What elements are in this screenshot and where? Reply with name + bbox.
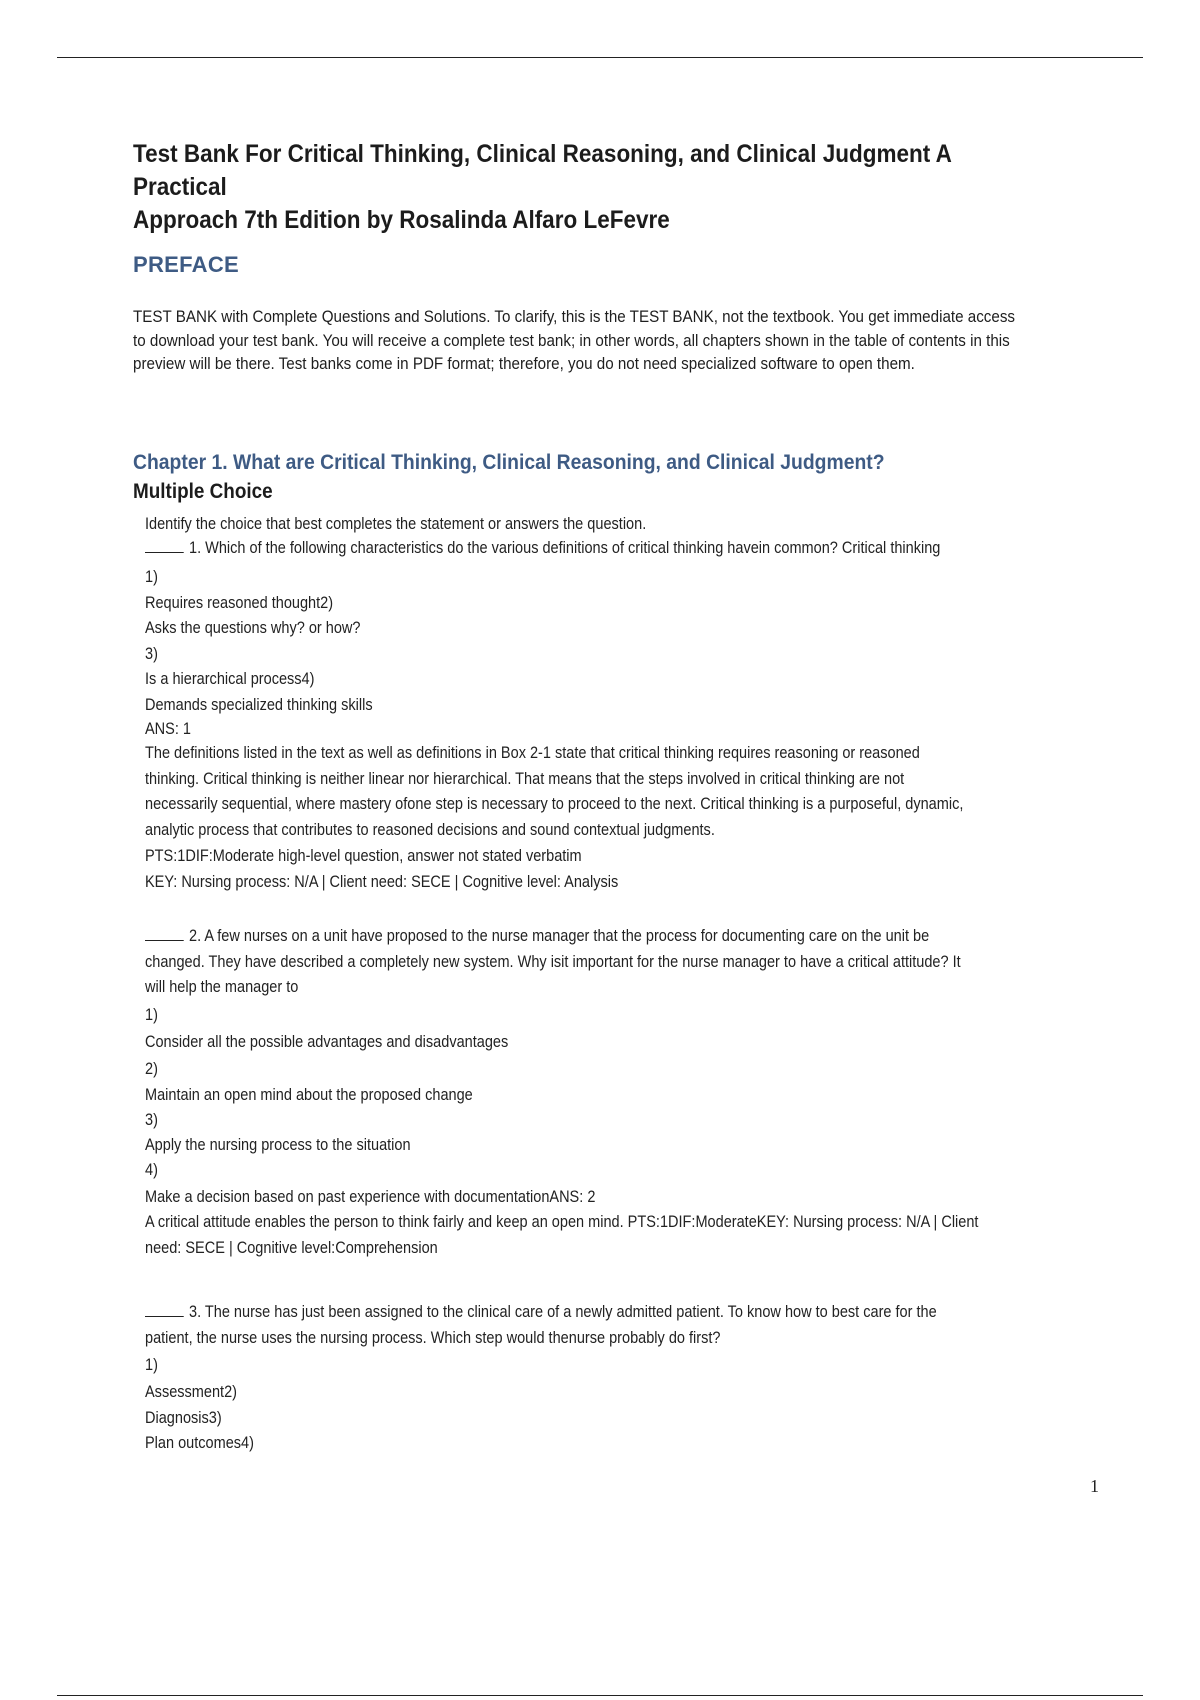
question-1-key: KEY: Nursing process: N/A | Client need: SECE | Cognitive level: Analysis bbox=[145, 873, 619, 891]
question-2-option-number: 3) bbox=[145, 1111, 158, 1129]
question-1-option: Is a hierarchical process4) bbox=[145, 670, 315, 688]
preface-paragraph bbox=[133, 306, 1099, 377]
question-3-option: Plan outcomes4) bbox=[145, 1434, 254, 1452]
question-1-option: Requires reasoned thought2) bbox=[145, 594, 334, 612]
question-3-option: Diagnosis3) bbox=[145, 1409, 222, 1427]
question-1-rationale: analytic process that contributes to reasoned decisions and sound contextual judgments. bbox=[145, 821, 715, 839]
question-2-stem bbox=[145, 924, 1078, 948]
question-1-rationale: The definitions listed in the text as well as definitions in Box 2-1 state that critical thinking requires reasoning or reasoned bbox=[145, 744, 920, 762]
document-title bbox=[133, 138, 1015, 237]
question-2-option-number: 1) bbox=[145, 1006, 158, 1024]
instruction-text: Identify the choice that best completes the statement or answers the question. bbox=[145, 515, 647, 533]
page-number: 1 bbox=[1090, 1476, 1099, 1496]
question-3-stem bbox=[145, 1300, 1078, 1324]
preface-line: to download your test bank. You will receive a complete test bank; in other words, all chapters shown in the table of contents in this bbox=[133, 331, 1010, 350]
question-stem-text: 2. A few nurses on a unit have proposed to the nurse manager that the process for documenting care on the unit be bbox=[189, 927, 930, 945]
question-1-points: PTS:1DIF:Moderate high-level question, answer not stated verbatim bbox=[145, 847, 582, 865]
title-line-2: Approach 7th Edition by Rosalinda Alfaro LeFevre bbox=[133, 206, 670, 234]
preface-heading: PREFACE bbox=[133, 252, 240, 277]
question-3-option: Assessment2) bbox=[145, 1383, 238, 1401]
question-2-rationale: A critical attitude enables the person to think fairly and keep an open mind. PTS:1DIF:ModerateKEY: Nursing process: N/A | Client bbox=[145, 1213, 979, 1231]
question-2-option: Maintain an open mind about the proposed change bbox=[145, 1086, 473, 1104]
answer-blank bbox=[145, 1302, 184, 1317]
answer-blank bbox=[145, 538, 184, 553]
question-1-answer: ANS: 1 bbox=[145, 720, 192, 738]
question-3-option-number: 1) bbox=[145, 1356, 158, 1374]
section-heading: Multiple Choice bbox=[133, 480, 273, 503]
question-2-option-number: 4) bbox=[145, 1161, 158, 1179]
question-2-option-number: 2) bbox=[145, 1060, 158, 1078]
question-stem-text: 1. Which of the following characteristics do the various definitions of critical thinking havein common? Critical thinking bbox=[189, 539, 941, 557]
answer-blank bbox=[145, 926, 184, 941]
preface-line: TEST BANK with Complete Questions and Solutions. To clarify, this is the TEST BANK, not the textbook. You get immediate access bbox=[133, 308, 1016, 326]
question-2-option: Make a decision based on past experience with documentationANS: 2 bbox=[145, 1188, 596, 1206]
question-1-rationale: thinking. Critical thinking is neither linear nor hierarchical. That means that the steps involved in critical thinking are not bbox=[145, 770, 905, 788]
question-2-option: Apply the nursing process to the situation bbox=[145, 1136, 411, 1154]
title-line-1: Test Bank For Critical Thinking, Clinical Reasoning, and Clinical Judgment A Practical bbox=[133, 140, 952, 201]
question-1-stem bbox=[145, 536, 1078, 560]
question-2-rationale: need: SECE | Cognitive level:Comprehension bbox=[145, 1239, 438, 1257]
question-2-option: Consider all the possible advantages and disadvantages bbox=[145, 1033, 509, 1051]
question-1-option: Demands specialized thinking skills bbox=[145, 696, 373, 714]
question-1-option-number: 1) bbox=[145, 568, 158, 586]
preface-line: preview will be there. Test banks come in PDF format; therefore, you do not need specialized software to open them. bbox=[133, 355, 915, 373]
question-1-option: Asks the questions why? or how? bbox=[145, 619, 361, 637]
question-1-rationale: necessarily sequential, where mastery ofone step is necessary to proceed to the next. Critical thinking is a purposeful, dynamic, bbox=[145, 795, 964, 813]
question-2-stem-line: will help the manager to bbox=[145, 978, 299, 996]
bottom-rule bbox=[57, 1695, 1143, 1696]
question-2-stem-line: changed. They have described a completely new system. Why isit important for the nurse manager to have a critical attitude? It bbox=[145, 953, 961, 971]
top-rule bbox=[57, 57, 1143, 58]
question-1-option-number: 3) bbox=[145, 645, 158, 663]
question-stem-text: 3. The nurse has just been assigned to the clinical care of a newly admitted patient. To know how to best care for the bbox=[189, 1303, 937, 1321]
chapter-heading: Chapter 1. What are Critical Thinking, Clinical Reasoning, and Clinical Judgment? bbox=[133, 450, 885, 474]
question-3-stem-line: patient, the nurse uses the nursing process. Which step would thenurse probably do first? bbox=[145, 1329, 721, 1347]
